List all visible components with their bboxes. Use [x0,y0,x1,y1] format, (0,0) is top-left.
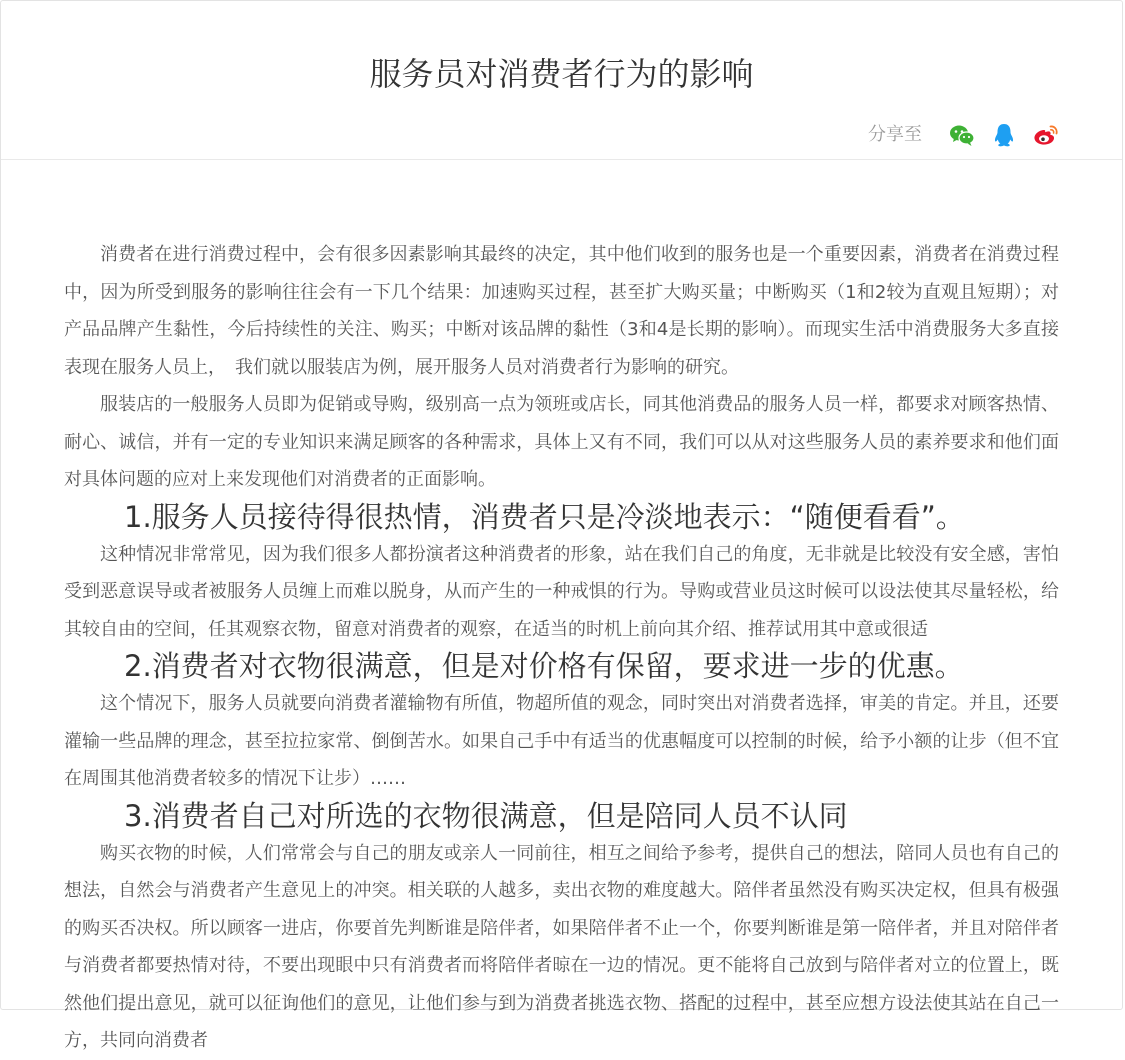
section-heading-2: 2.消费者对衣物很满意，但是对价格有保留，要求进一步的优惠。 [124,649,964,683]
wechat-icon[interactable] [948,121,976,149]
section-paragraph-2: 这个情况下，服务人员就要向消费者灌输物有所值，物超所值的观念，同时突出对消费者选择，审美的肯定。并且，还要灌输一些品牌的理念，甚至拉拉家常、倒倒苦水。如果自己手中有适当的优惠幅度可以控制的时候，给予小额的让步（但不宜在周围其他消费者较多的情况下让步）…… [64,693,1059,789]
section-paragraph-3: 购买衣物的时候，人们常常会与自己的朋友或亲人一同前往，相互之间给予参考，提供自己的想法，陪同人员也有自己的想法，自然会与消费者产生意见上的冲突。相关联的人越多，卖出衣物的难度越大。陪伴者虽然没有购买决定权，但具有极强的购买否决权。所以顾客一进店，你要首先判断谁是陪伴者，如果陪伴者不止一个，你要判断谁是第一陪伴者，并且对陪伴者与消费者都要热情对待，不要出现眼中只有消费者而将陪伴者晾在一边的情况。更不能将自己放到与陪伴者对立的位置上，既然他们提出意见，就可以征询他们的意见，让他们参与到为消费者挑选衣物、搭配的过程中，甚至应想方设法使其站在自己一方，共同向消费者 [64,842,1059,1051]
qq-icon[interactable] [990,121,1018,149]
section-heading-3: 3.消费者自己对所选的衣物很满意，但是陪同人员不认同 [124,798,848,833]
section-heading-1: 1.服务人员接待得很热情，消费者只是冷淡地表示：“随便看看”。 [124,499,965,534]
intro-paragraph-1: 消费者在进行消费过程中，会有很多因素影响其最终的决定，其中他们收到的服务也是一个重要因素，消费者在消费过程中，因为所受到服务的影响往往会有一下几个结果：加速购买过程，甚至扩大购买量；中断购买（1和2较为直观且短期）；对产品品牌产生黏性，今后持续性的关注、购买；中断对该品牌的黏性（3和4是长期的影响）。而现实生活中消费服务大多直接表现在服务人员上， 我们就以服装店为例，展开服务人员对消费者行为影响的研究。 [64,244,1059,378]
share-bar [868,121,1060,149]
page-title: 服务员对消费者行为的影响 [369,55,754,93]
section-paragraph-1: 这种情况非常常见，因为我们很多人都扮演者这种消费者的形象，站在我们自己的角度，无非就是比较没有安全感，害怕受到恶意误导或者被服务人员缠上而难以脱身，从而产生的一种戒惧的行为。导购或营业员这时候可以设法使其尽量轻松，给其较自由的空间，任其观察衣物，留意对消费者的观察，在适当的时机上前向其介绍、推荐试用其中意或很适 [64,543,1059,640]
article-body [1,160,1122,1060]
share-label: 分享至 [868,124,922,145]
article-header [1,1,1122,160]
weibo-icon[interactable] [1032,121,1060,149]
intro-paragraph-2: 服装店的一般服务人员即为促销或导购，级别高一点为领班或店长，同其他消费品的服务人员一样，都要求对顾客热情、耐心、诚信，并有一定的专业知识来满足顾客的各种需求，具体上又有不同，我们可以从对这些服务人员的素养要求和他们面对具体问题的应对上来发现他们对消费者的正面影响。 [64,394,1059,490]
